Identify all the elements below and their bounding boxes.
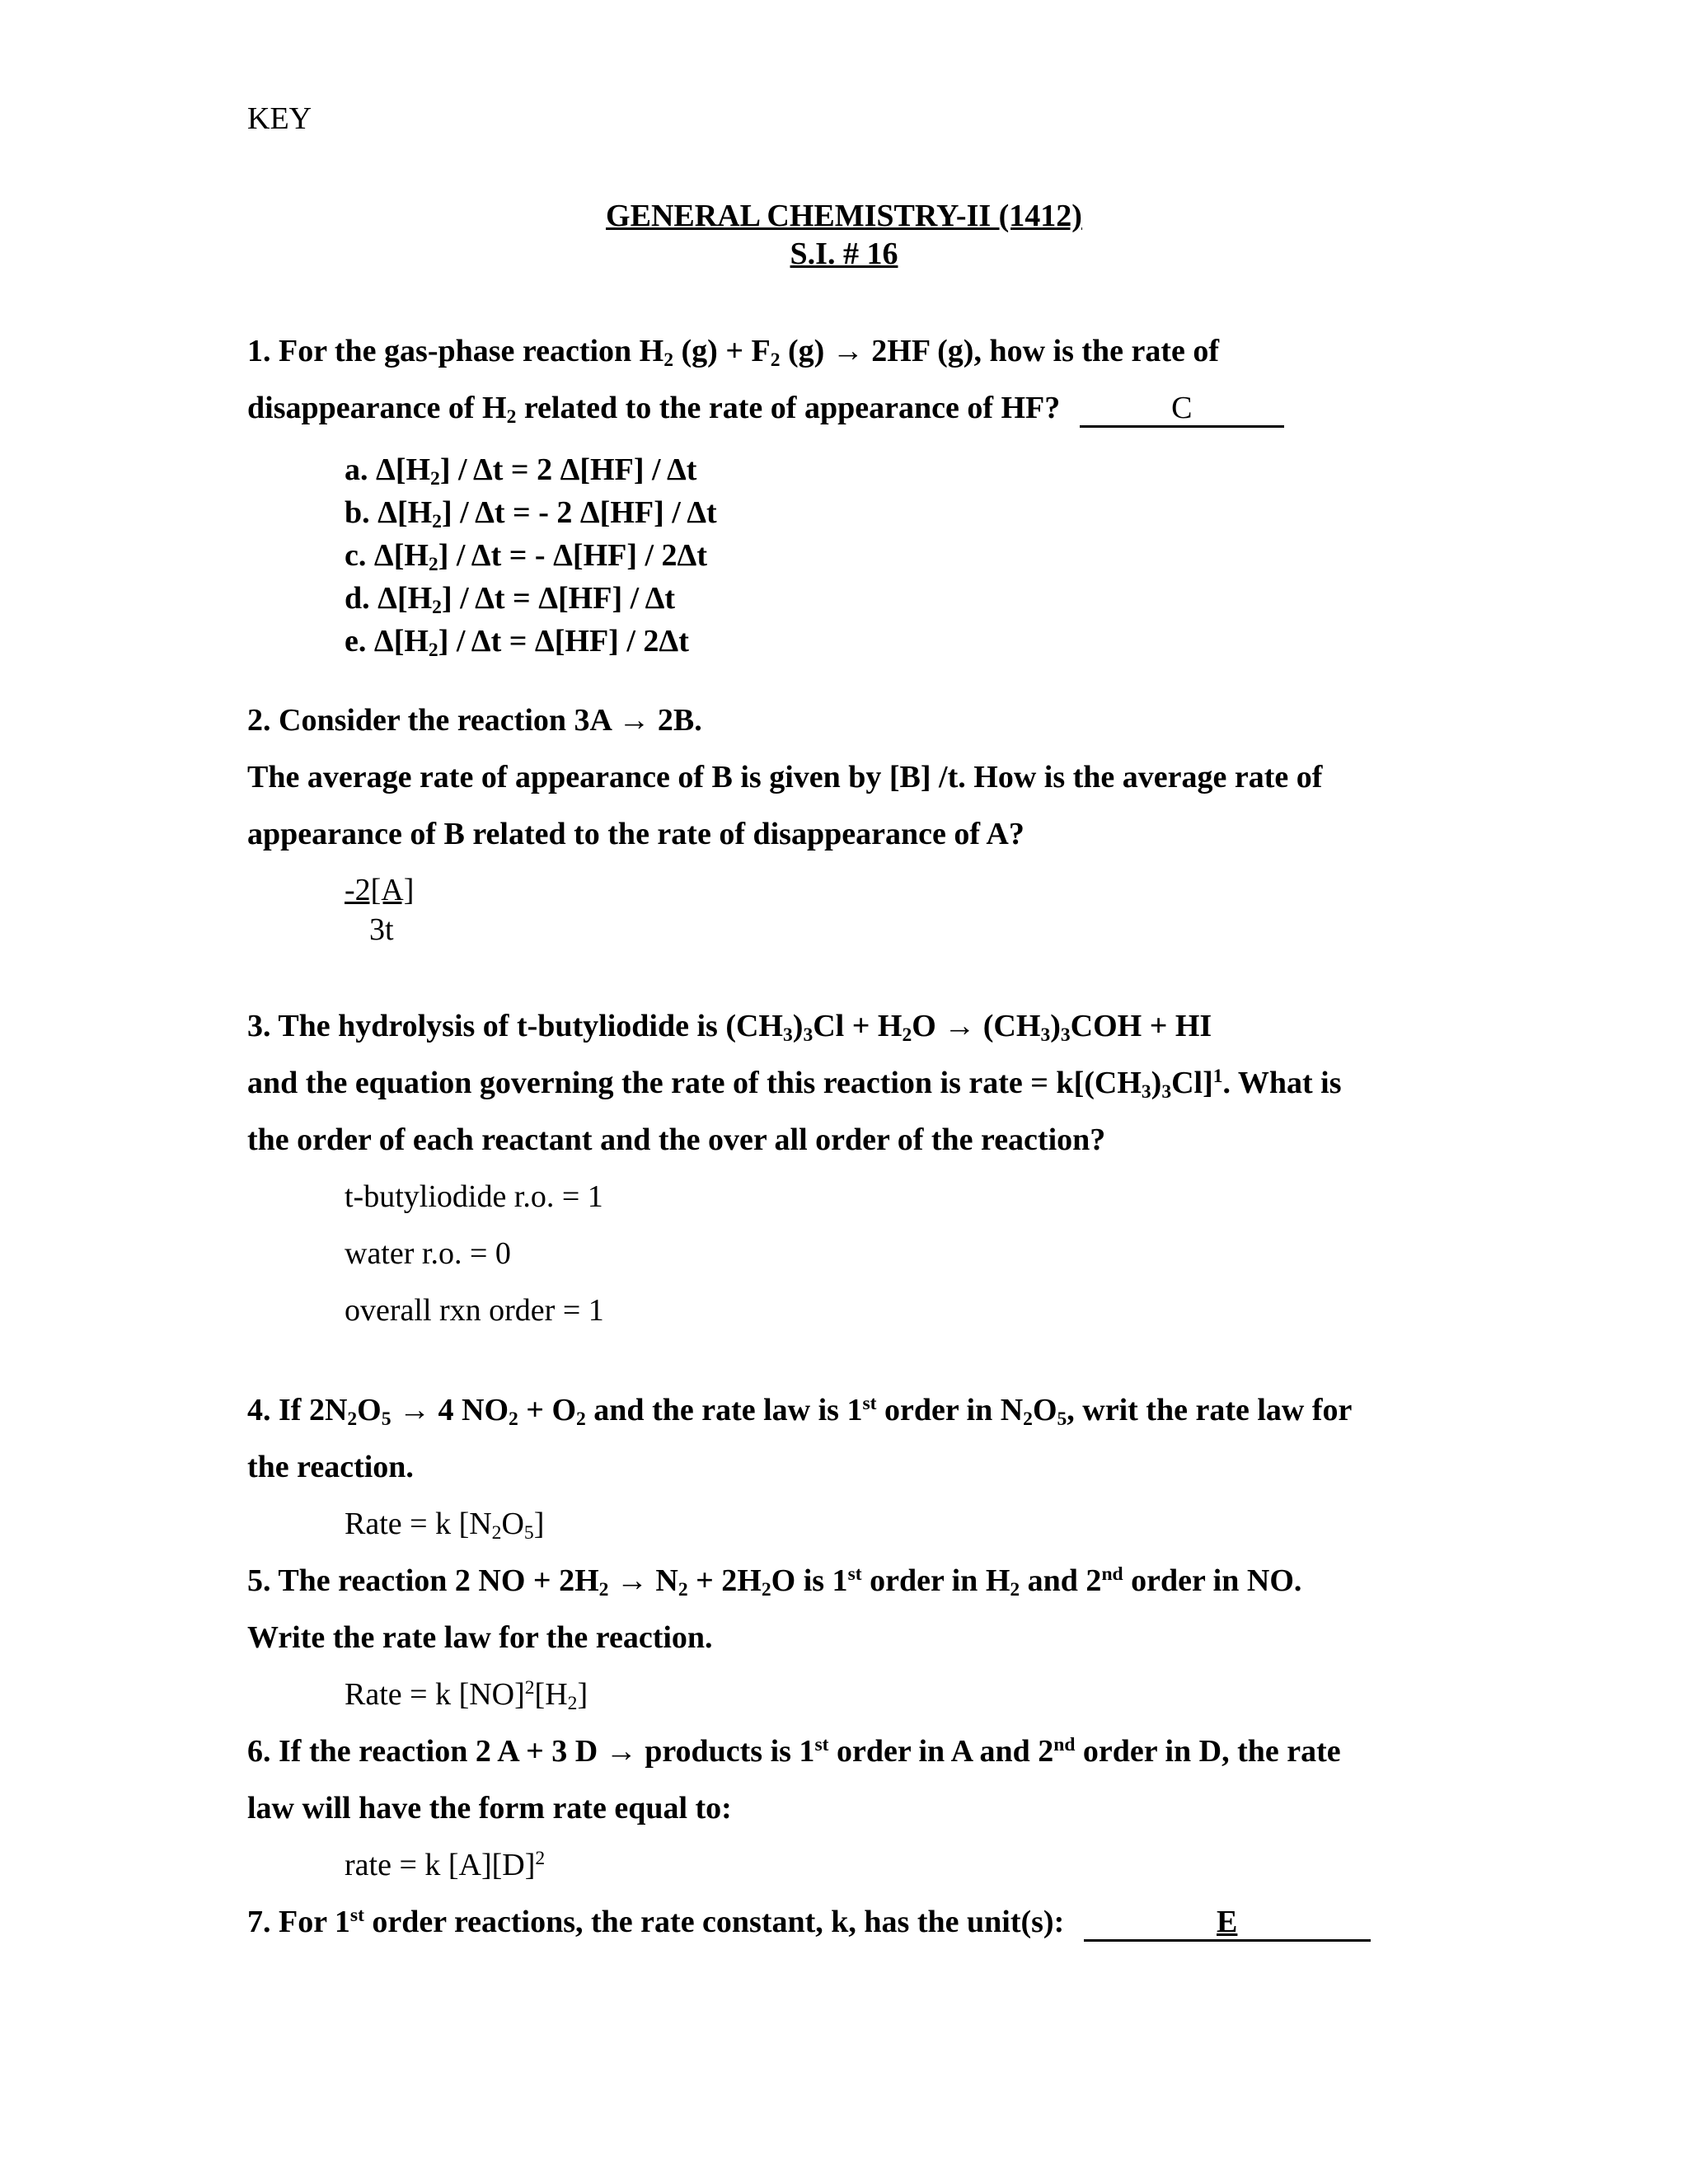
- question-1-line-1: 1. For the gas-phase reaction $H_2$ $(g) + F_2$ (g) → 2HF (g), how is the rate of: [247, 334, 1220, 371]
- question-6-line-2: law will have the form rate equal to:: [247, 1791, 732, 1825]
- answer-value: E: [1217, 1905, 1238, 1939]
- question-3-line-2: and the equation governing the rate of this reaction is rate = $k[(CH_3)_3Cl]^1$. What is: [247, 1066, 1342, 1103]
- option-c: c. $\Delta[H_2]$ / Δt = - Δ[HF] / 2Δt: [345, 538, 708, 575]
- fraction-numerator: -2[A]: [345, 873, 415, 907]
- question-3-line-1: 3. The hydrolysis of t-butyliodide is $(CH_3)_3Cl + H_2O \to (CH_3)_3COH$ + HI: [247, 1009, 1212, 1046]
- key-label: KEY: [247, 101, 312, 136]
- question-2-line-1: 2. Consider the reaction 3A → 2B.: [247, 703, 702, 738]
- answer-reactant-order-1: t-butyliodide r.o. = 1: [345, 1179, 603, 1214]
- question-7-line-1: 7. For 1st order reactions, the rate constant, k, has the unit(s): E: [247, 1904, 1371, 1942]
- answer-value: C: [1171, 391, 1193, 425]
- option-d: d. $\Delta[H_2] / \Delta t = \Delta[HF] / \Delta t$: [345, 581, 676, 618]
- answer-rate-law-5: Rate = k $[NO]^2[H_2]$: [345, 1677, 588, 1714]
- option-a: a. $\Delta[H_2] / \Delta t = 2$ Δ[HF] / Δt: [345, 452, 697, 490]
- option-b: b. $\Delta[H_2]$ / Δt = - 2 Δ[HF] / Δt: [345, 495, 717, 532]
- option-e: e. $\Delta[H_2] / \Delta t = \Delta[HF] / 2\Delta t$: [345, 624, 689, 661]
- answer-blank: [1080, 392, 1284, 428]
- answer-reactant-order-2: water r.o. = 0: [345, 1236, 511, 1271]
- answer-overall-order: overall rxn order = 1: [345, 1293, 604, 1328]
- question-3-line-3: the order of each reactant and the over all order of the reaction?: [247, 1122, 1106, 1157]
- answer-rate-law-6: rate = k $[A][D]^2$: [345, 1848, 546, 1882]
- question-4-line-2: the reaction.: [247, 1450, 414, 1484]
- question-5-line-1: 5. The reaction 2 NO + $2H_2 \to N_2 + 2H_2O$ is 1st order in $H_2$ and 2nd order in NO.: [247, 1563, 1302, 1601]
- question-4-line-1: 4. If $2N_2O_5 \to 4$ $NO_2 + O_2$ and the rate law is 1st order in $N_2O_5$, writ the rate law for: [247, 1393, 1353, 1430]
- page-title: GENERAL CHEMISTRY-II (1412): [606, 199, 1082, 233]
- question-5-line-2: Write the rate law for the reaction.: [247, 1620, 713, 1655]
- answer-blank: [1084, 1906, 1371, 1942]
- question-2-line-2: The average rate of appearance of B is given by [B] /t. How is the average rate of: [247, 760, 1323, 794]
- page-subtitle: S.I. # 16: [790, 237, 898, 271]
- question-6-line-1: 6. If the reaction 2 A + 3 D → products is 1st order in A and 2nd order in D, the rate: [247, 1734, 1341, 1769]
- answer-rate-law-4: Rate = k $[N_2O_5]$: [345, 1507, 545, 1544]
- question-2-line-3: appearance of B related to the rate of disappearance of A?: [247, 817, 1025, 851]
- question-number: 1.: [247, 334, 271, 368]
- fraction-denominator: 3t: [369, 912, 394, 947]
- question-1-line-2: disappearance of $H_2$ related to the rate of appearance of HF? C: [247, 390, 1284, 429]
